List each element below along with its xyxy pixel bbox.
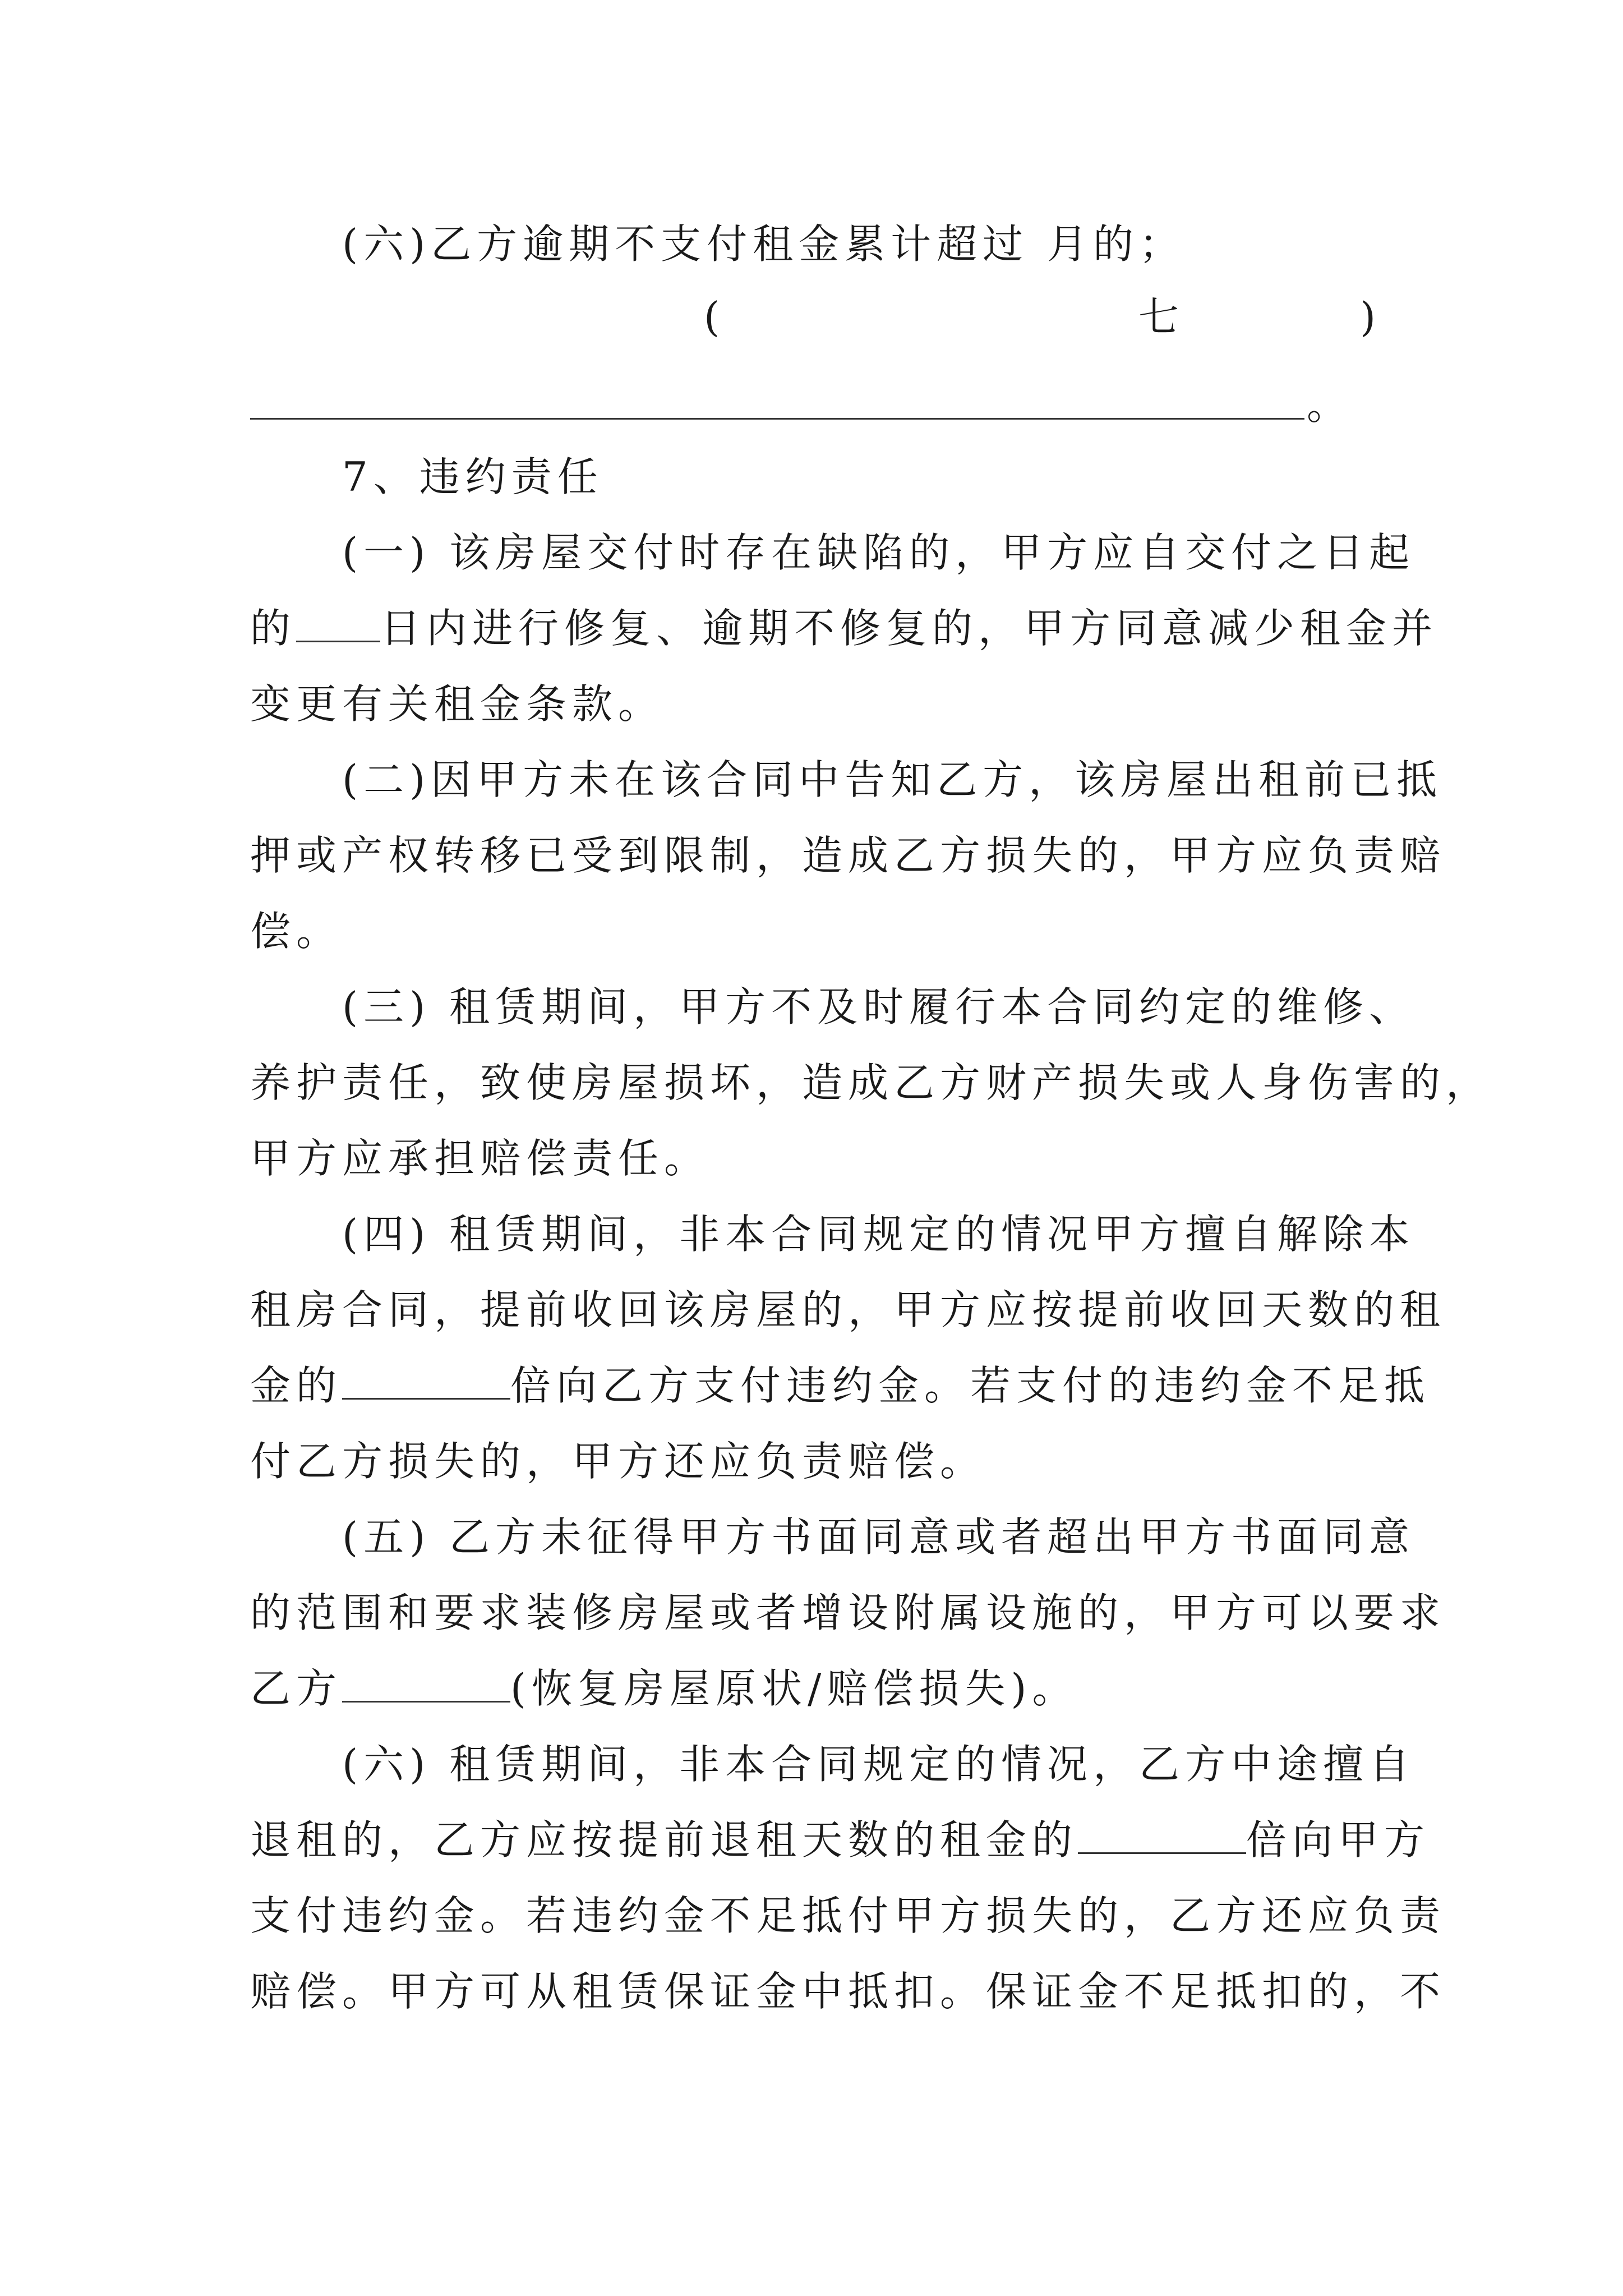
para-4-line-1: (四) 租赁期间，非本合同规定的情况甲方擅自解除本	[342, 1211, 1415, 1258]
clause-6-item-6: (六)乙方逾期不支付租金累计超过 月的；	[342, 220, 1186, 268]
para-4-line-3-suffix: 倍向乙方支付违约金。若支付的违约金不足抵	[510, 1362, 1431, 1409]
blank-multiplier	[342, 1398, 510, 1400]
para-1-line-2-suffix: 日内进行修复、逾期不修复的，甲方同意减少租金并	[380, 605, 1438, 652]
section-7-heading: 7、违约责任	[342, 453, 603, 500]
para-5-line-3-suffix: (恢复房屋原状/赔偿损失)。	[510, 1665, 1078, 1712]
blank-remedy	[342, 1701, 510, 1703]
clause-7-number: 七	[1138, 293, 1185, 341]
para-2-line-2: 押或产权转移已受到限制，造成乙方损失的，甲方应负责赔	[250, 832, 1446, 879]
para-3-line-2: 养护责任，致使房屋损坏，造成乙方财产损失或人身伤害的，	[250, 1059, 1492, 1106]
blank-days	[296, 641, 380, 642]
para-4-line-3	[250, 1358, 1430, 1414]
para-1-line-3: 变更有关租金条款。	[250, 680, 665, 728]
para-5-line-2: 的范围和要求装修房屋或者增设附属设施的，甲方可以要求	[250, 1589, 1446, 1636]
para-4-line-2: 租房合同，提前收回该房屋的，甲方应按提前收回天数的租	[250, 1286, 1446, 1333]
para-6-line-4: 赔偿。甲方可从租赁保证金中抵扣。保证金不足抵扣的，不	[250, 1968, 1446, 2015]
blank-penalty-multiplier	[1078, 1852, 1246, 1854]
para-4-line-3-prefix: 金的	[250, 1362, 343, 1409]
para-4-line-4: 付乙方损失的，甲方还应负责赔偿。	[250, 1438, 986, 1485]
clause-7-close-paren: )	[1360, 293, 1382, 341]
para-1-line-2	[250, 600, 1438, 656]
para-5-line-1: (五) 乙方未征得甲方书面同意或者超出甲方书面同意	[342, 1513, 1415, 1561]
para-6-line-2	[250, 1812, 1430, 1868]
para-5-line-3-prefix: 乙方	[250, 1665, 343, 1712]
para-2-line-3: 偿。	[250, 908, 343, 955]
para-3-line-3: 甲方应承担赔偿责任。	[250, 1135, 711, 1182]
para-1-line-1: (一) 该房屋交付时存在缺陷的，甲方应自交付之日起	[342, 529, 1415, 576]
clause-7-open-paren: (	[704, 293, 726, 341]
para-2-line-1: (二)因甲方未在该合同中告知乙方，该房屋出租前已抵	[342, 756, 1443, 803]
clause-7-period: 。	[1307, 381, 1353, 429]
para-6-line-2-prefix: 退租的，乙方应按提前退租天数的租金的	[250, 1816, 1078, 1864]
para-3-line-1: (三) 租赁期间，甲方不及时履行本合同约定的维修、	[342, 983, 1415, 1030]
fill-in-line	[250, 418, 1304, 420]
para-5-line-3	[250, 1660, 1078, 1717]
para-6-line-2-suffix: 倍向甲方	[1246, 1816, 1431, 1864]
para-1-line-2-prefix: 的	[250, 605, 297, 652]
para-6-line-3: 支付违约金。若违约金不足抵付甲方损失的，乙方还应负责	[250, 1892, 1446, 1939]
para-6-line-1: (六) 租赁期间，非本合同规定的情况，乙方中途擅自	[342, 1741, 1415, 1788]
